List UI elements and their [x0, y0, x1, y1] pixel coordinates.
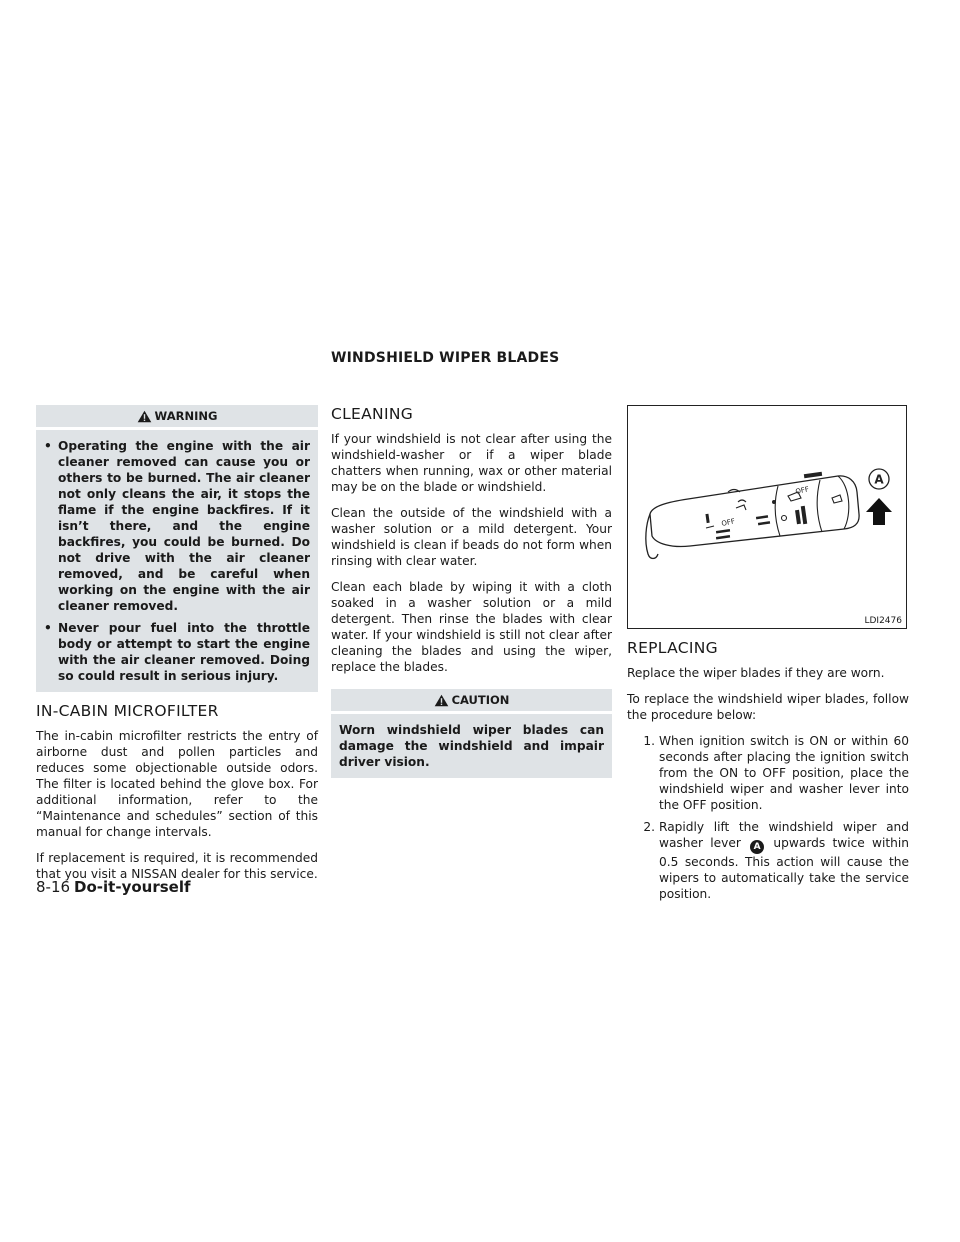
warning-item-text: Operating the engine with the air cleaner removed can cause you or others to be burned. The air cleaner not only cleans the air, it stops the flame if the engine backfires. If it isn’t there, and the engine backfires, you could be burned. Do not drive with the air cleaner removed, and be careful when working on the engine with the air cleaner removed. [58, 439, 310, 613]
warning-item [44, 620, 310, 684]
caution-text: Worn windshield wiper blades can damage the windshield and impair driver vision. [339, 723, 604, 769]
up-arrow-icon [866, 498, 892, 525]
section-title: WINDSHIELD WIPER BLADES [331, 350, 560, 366]
replacing-paragraph: Replace the wiper blades if they are worn. [627, 666, 885, 680]
warning-label: WARNING [154, 409, 218, 423]
cleaning-paragraph: If your windshield is not clear after using the windshield-washer or if a wiper blade chatters when running, wax or other material may be on the blade or windshield. [331, 432, 612, 494]
cleaning-paragraph: Clean each blade by wiping it with a cloth soaked in a washer solution or a mild detergent. Then rinse the blades with clear water. If your windshield is still not clear after cleaning the blades and using the wiper, replace the blades. [331, 580, 612, 674]
step-text [659, 819, 909, 902]
cleaning-paragraph: Clean the outside of the windshield with a washer solution or a mild detergent. Your windshield is clean if beads do not form when rinsing with clear water. [331, 506, 612, 568]
procedure-steps [627, 733, 909, 902]
page-number: 8-16 [36, 878, 71, 896]
column-middle [331, 405, 612, 788]
microfilter-paragraph: The in-cabin microfilter restricts the entry of airborne dust and pollen particles and reduces some objectionable outside odors. The filter is located behind the glove box. For additional information, refer to the “Maintenance and schedules” section of this manual for change intervals. [36, 729, 318, 839]
procedure-step [627, 733, 909, 813]
chapter-name: Do-it-yourself [74, 878, 191, 896]
procedure-step [627, 819, 909, 902]
step-text-part: upwards twice within 0.5 seconds. This action will cause the wipers to automatically take the service position. [659, 836, 910, 901]
replacing-heading: REPLACING [627, 639, 718, 657]
warning-icon [137, 410, 152, 423]
wiper-lever-figure [627, 405, 907, 629]
warning-item [44, 438, 310, 614]
figure-code: LDI2476 [864, 616, 902, 626]
step-text: When ignition switch is ON or within 60 seconds after placing the ignition switch from the ON to OFF position, place the windshield wiper and washer lever into the OFF position. [659, 734, 909, 812]
step-number: 2. [643, 820, 655, 834]
caution-box [331, 689, 612, 778]
callout-label: A [874, 472, 884, 487]
caution-icon [434, 694, 449, 707]
microfilter-heading: IN-CABIN MICROFILTER [36, 702, 219, 720]
caution-body [331, 714, 612, 778]
step-text-part: Rapidly lift the windshield wiper and washer lever [659, 820, 909, 850]
warning-item-text: Never pour fuel into the throttle body or attempt to start the engine with the air cleaner removed. Doing so could result in serious injury. [58, 621, 310, 683]
callout-a-icon: A [750, 840, 764, 854]
bullet: • [44, 621, 52, 635]
warning-body [36, 430, 318, 692]
bullet: • [44, 439, 52, 453]
lever-off-label: OFF [720, 517, 736, 528]
warning-header [36, 405, 318, 430]
microfilter-paragraph: If replacement is required, it is recommended that you visit a NISSAN dealer for this service. [36, 851, 318, 881]
caution-header [331, 689, 612, 714]
column-right [627, 405, 909, 908]
step-number: 1. [643, 734, 655, 748]
column-left [36, 405, 318, 892]
warning-box [36, 405, 318, 692]
lever-off-label: OFF [794, 485, 810, 496]
cleaning-heading: CLEANING [331, 405, 414, 423]
page-footer [36, 878, 191, 896]
caution-label: CAUTION [451, 693, 510, 707]
wiper-lever-illustration [628, 406, 906, 628]
replacing-paragraph: To replace the windshield wiper blades, follow the procedure below: [627, 692, 909, 722]
